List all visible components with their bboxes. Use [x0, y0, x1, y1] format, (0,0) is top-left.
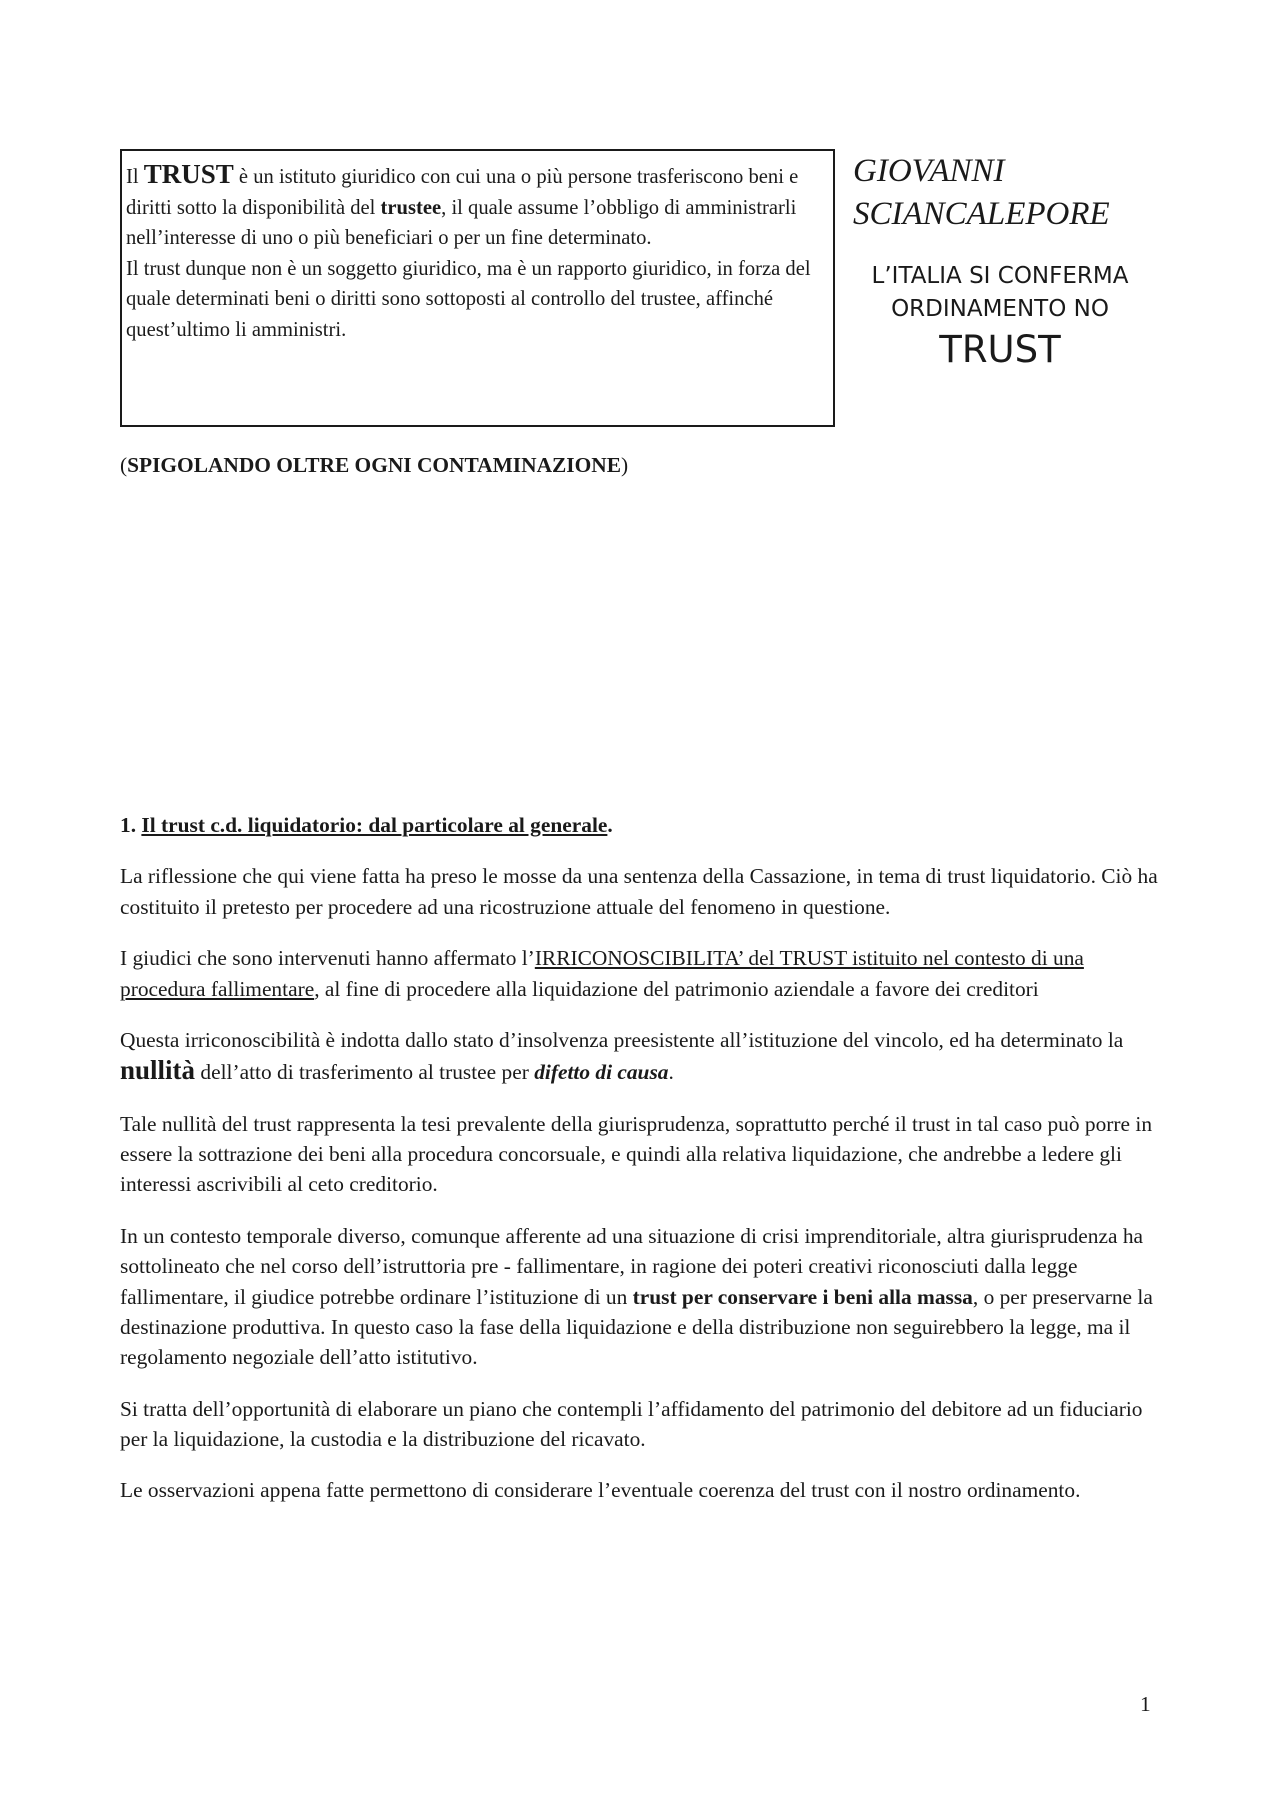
section-number: 1. — [120, 813, 142, 837]
trustee-keyword: trustee — [380, 196, 442, 219]
headline-line-3: TRUST — [939, 328, 1061, 371]
difetto-di-causa: difetto di causa — [534, 1060, 669, 1085]
underlined-phrase: IRRICONOSCIBILITA’ del TRUST istituito nel contesto di una procedura fallimentare — [120, 946, 1084, 1001]
text-span: Il — [126, 166, 144, 188]
section-title — [120, 810, 1170, 840]
text-span: , o per preservarne la destinazione produttiva. In questo caso la fase della liquidazione e della distribuzione non seguirebbero la legge, ma il regolamento negoziale dell’atto istitutivo. — [120, 1284, 1153, 1370]
tagline-text: SPIGOLANDO OLTRE OGNI CONTAMINAZIONE — [127, 453, 621, 477]
article-body — [120, 810, 1170, 1527]
nullita-keyword: nullità — [120, 1055, 196, 1086]
paragraph-3 — [120, 1025, 1170, 1088]
text-span: ) — [620, 453, 629, 477]
definition-paragraph-2: Il trust dunque non è un soggetto giuridico, ma è un rapporto giuridico, in forza del quale determinati beni o diritti sono sottoposti al controllo del trustee, affinché quest’ultimo li amministri. — [126, 257, 811, 341]
author-last-name: SCIANCALEPORE — [853, 196, 1110, 232]
text-span: dell’atto di trasferimento al trustee per — [195, 1060, 535, 1085]
author-name — [853, 150, 1110, 236]
author-first-name: GIOVANNI — [853, 153, 1005, 189]
text-span: I giudici che sono intervenuti hanno affermato l’ — [120, 946, 535, 971]
paragraph-7: Le osservazioni appena fatte permettono di considerare l’eventuale coerenza del trust con il nostro ordinamento. — [120, 1478, 1081, 1503]
headline-line-1: L’ITALIA SI CONFERMA — [871, 263, 1129, 289]
paragraph-6: Si tratta dell’opportunità di elaborare un piano che contempli l’affidamento del patrimonio del debitore ad un fiduciario per la liquidazione, la custodia e la distribuzione del ricavato. — [120, 1396, 1143, 1451]
section-title-text: Il trust c.d. liquidatorio: dal particolare al generale — [141, 813, 608, 837]
headline — [835, 260, 1165, 374]
page-number: 1 — [1140, 1692, 1151, 1716]
headline-line-2: ORDINAMENTO NO — [891, 296, 1109, 322]
paragraph-2 — [120, 943, 1170, 1004]
definition-paragraph-1 — [126, 159, 827, 254]
text-span: ( — [120, 453, 128, 477]
tagline — [120, 453, 628, 478]
text-span: , il quale assume l’obbligo di amministrarli nell’interesse di uno o più beneficiari o per un fine determinato. — [126, 196, 797, 249]
text-span: , al fine di procedere alla liquidazione del patrimonio aziendale a favore dei creditori — [314, 976, 1039, 1001]
trust-keyword: TRUST — [143, 159, 234, 189]
text-span: . — [607, 813, 613, 837]
text-span: è un istituto giuridico con cui una o più persone trasferiscono beni e diritti sotto la disponibilità del — [126, 166, 799, 219]
paragraph-4: Tale nullità del trust rappresenta la tesi prevalente della giurisprudenza, soprattutto perché il trust in tal caso può porre in essere la sottrazione dei beni alla procedura concorsuale, e quindi alla relativa liquidazione, che andrebbe a ledere gli interessi ascrivibili al ceto creditorio. — [120, 1111, 1153, 1197]
paragraph-5 — [120, 1221, 1170, 1372]
text-span: Questa irriconoscibilità è indotta dallo stato d’insolvenza preesistente all’istituzione del vincolo, ed ha determinato la — [120, 1028, 1124, 1053]
text-span: In un contesto temporale diverso, comunque afferente ad una situazione di crisi imprenditoriale, altra giurisprudenza ha sottolineato che nel corso dell’istruttoria pre - fallimentare, in ragione dei poteri creativi riconosciuti dalla legge fallimentare, il giudice potrebbe ordinare l’istituzione di un — [120, 1223, 1144, 1309]
paragraph-1: La riflessione che qui viene fatta ha preso le mosse da una sentenza della Cassazione, in tema di trust liquidatorio. Ciò ha costituito il pretesto per procedere ad una ricostruzione attuale del fenomeno in questione. — [120, 864, 1158, 919]
bold-phrase: trust per conservare i beni alla massa — [632, 1284, 973, 1309]
definition-box — [120, 149, 835, 427]
text-span: . — [668, 1060, 674, 1085]
